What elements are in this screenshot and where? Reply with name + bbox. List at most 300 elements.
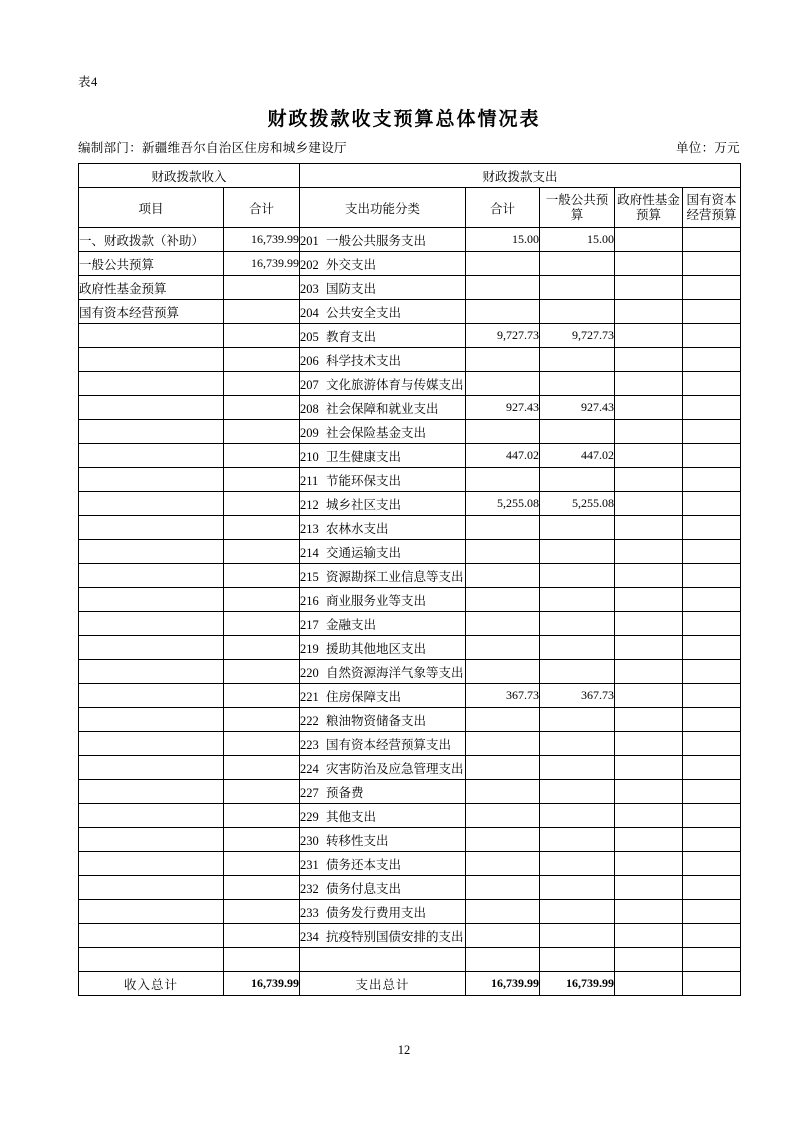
expense-general-public-budget [540, 900, 615, 924]
table-row [79, 660, 741, 684]
income-row-amount-empty [224, 948, 300, 972]
expense-function-cell [300, 684, 466, 708]
expense-function-cell [300, 636, 466, 660]
expense-state-capital-budget [683, 732, 741, 756]
expense-function-cell [300, 252, 466, 276]
expense-function-cell [300, 948, 466, 972]
expense-function-code: 211 [300, 473, 319, 488]
expense-state-capital-budget [683, 588, 741, 612]
expense-function-name: 抗疫特别国债安排的支出 [326, 929, 464, 944]
expense-total: 367.73 [466, 684, 540, 708]
income-row-label-empty [79, 828, 224, 852]
expense-function-code: 224 [300, 761, 319, 776]
table-row [79, 876, 741, 900]
expense-general-public-budget [540, 516, 615, 540]
expense-total: 447.02 [466, 444, 540, 468]
expense-function-cell [300, 732, 466, 756]
table-row [79, 540, 741, 564]
expense-function-code: 231 [300, 857, 319, 872]
expense-gov-fund-budget [615, 588, 683, 612]
expense-gov-fund-budget [615, 612, 683, 636]
table-row [79, 780, 741, 804]
expense-total [466, 636, 540, 660]
expense-function-cell [300, 276, 466, 300]
expense-gov-fund-budget [615, 564, 683, 588]
expense-total [466, 348, 540, 372]
income-row-label-empty [79, 588, 224, 612]
expense-total [466, 300, 540, 324]
expense-function-name: 金融支出 [326, 617, 377, 632]
expense-gov-fund-budget [615, 228, 683, 252]
table-row [79, 492, 741, 516]
expense-function-code: 206 [300, 353, 319, 368]
expense-function-code: 210 [300, 449, 319, 464]
page-title: 财政拨款收支预算总体情况表 [267, 109, 541, 130]
expense-function-name: 债务发行费用支出 [326, 905, 427, 920]
table-row [79, 420, 741, 444]
expense-function-cell [300, 780, 466, 804]
income-row-label-empty [79, 492, 224, 516]
expense-general-public-budget: 927.43 [540, 396, 615, 420]
table-row [79, 276, 741, 300]
expense-gov-fund-budget [615, 348, 683, 372]
income-row-label-empty [79, 660, 224, 684]
expense-state-capital-budget [683, 876, 741, 900]
expense-function-name: 公共安全支出 [326, 305, 402, 320]
expense-function-name: 国有资本经营预算支出 [326, 737, 452, 752]
table-row [79, 228, 741, 252]
expense-general-public-budget [540, 924, 615, 948]
expense-total: 15.00 [466, 228, 540, 252]
expense-general-public-budget [540, 852, 615, 876]
expense-general-public-budget [540, 636, 615, 660]
expense-function-name: 商业服务业等支出 [326, 593, 427, 608]
expense-function-cell [300, 852, 466, 876]
expense-function-cell [300, 876, 466, 900]
expense-general-public-budget [540, 876, 615, 900]
col-header-function-class: 支出功能分类 [300, 188, 466, 228]
expense-state-capital-budget [683, 372, 741, 396]
budget-table [78, 163, 741, 996]
table-row [79, 636, 741, 660]
group-header-income: 财政拨款收入 [79, 164, 300, 188]
table-row [79, 324, 741, 348]
income-row-label-empty [79, 804, 224, 828]
expense-total: 9,727.73 [466, 324, 540, 348]
income-row-label-empty [79, 684, 224, 708]
expense-general-public-budget [540, 804, 615, 828]
income-row-label-empty [79, 372, 224, 396]
income-row-amount-empty [224, 900, 300, 924]
expense-function-name: 其他支出 [326, 809, 377, 824]
expense-total [466, 372, 540, 396]
expense-gov-fund-budget [615, 396, 683, 420]
income-row-amount-empty [224, 924, 300, 948]
income-row-amount-empty [224, 588, 300, 612]
expense-state-capital-budget [683, 492, 741, 516]
income-row-amount-empty [224, 348, 300, 372]
expense-function-name: 灾害防治及应急管理支出 [326, 761, 464, 776]
expense-total [466, 804, 540, 828]
expense-function-cell [300, 324, 466, 348]
expense-general-public-budget [540, 420, 615, 444]
expense-general-public-budget [540, 252, 615, 276]
expense-state-capital-budget [683, 612, 741, 636]
expense-general-public-budget [540, 348, 615, 372]
table-row [79, 516, 741, 540]
expense-general-public-budget [540, 276, 615, 300]
expense-function-name: 住房保障支出 [326, 689, 402, 704]
income-row-label-empty [79, 756, 224, 780]
expense-general-public-budget [540, 780, 615, 804]
expense-function-cell [300, 612, 466, 636]
expense-function-code: 208 [300, 401, 319, 416]
income-row-amount-empty [224, 828, 300, 852]
income-row-amount-empty [224, 660, 300, 684]
expense-function-code: 205 [300, 329, 319, 344]
expense-function-cell [300, 300, 466, 324]
income-row-label-empty [79, 540, 224, 564]
expense-function-code: 232 [300, 881, 319, 896]
table-row [79, 468, 741, 492]
expense-gov-fund-budget [615, 252, 683, 276]
expense-state-capital-budget [683, 396, 741, 420]
expense-general-public-budget: 447.02 [540, 444, 615, 468]
expense-gov-fund-budget [615, 276, 683, 300]
expense-function-name: 社会保险基金支出 [326, 425, 427, 440]
expense-state-capital-budget [683, 900, 741, 924]
expense-function-cell [300, 348, 466, 372]
expense-gov-fund-budget [615, 324, 683, 348]
expense-state-capital-budget [683, 228, 741, 252]
income-row-label: 一般公共预算 [79, 252, 224, 276]
col-header-state-capital-budget: 国有资本经营预算 [683, 188, 741, 228]
expense-function-code: 227 [300, 785, 319, 800]
total-expense-amount: 16,739.99 [466, 972, 540, 996]
unit-label: 单位：万元 [675, 141, 740, 155]
expense-function-code: 216 [300, 593, 319, 608]
income-row-label-empty [79, 780, 224, 804]
expense-function-cell [300, 396, 466, 420]
expense-state-capital-budget [683, 780, 741, 804]
expense-general-public-budget [540, 468, 615, 492]
expense-total [466, 876, 540, 900]
expense-function-cell [300, 588, 466, 612]
expense-total [466, 708, 540, 732]
expense-general-public-budget [540, 660, 615, 684]
expense-state-capital-budget [683, 924, 741, 948]
income-row-amount-empty [224, 324, 300, 348]
income-row-label-empty [79, 900, 224, 924]
expense-function-code: 223 [300, 737, 319, 752]
table-row [79, 828, 741, 852]
expense-function-code: 229 [300, 809, 319, 824]
expense-total: 927.43 [466, 396, 540, 420]
col-header-income-total: 合计 [224, 188, 300, 228]
income-row-amount-empty [224, 516, 300, 540]
col-header-general-public-budget: 一般公共预算 [540, 188, 615, 228]
expense-general-public-budget: 5,255.08 [540, 492, 615, 516]
income-row-amount: 16,739.99 [224, 228, 300, 252]
table-row [79, 444, 741, 468]
expense-total [466, 588, 540, 612]
expense-function-cell [300, 924, 466, 948]
table-row [79, 684, 741, 708]
income-row-amount-empty [224, 708, 300, 732]
expense-gov-fund-budget [615, 420, 683, 444]
expense-gov-fund-budget [615, 516, 683, 540]
income-row-amount-empty [224, 804, 300, 828]
income-row-amount-empty [224, 852, 300, 876]
income-row-label-empty [79, 468, 224, 492]
expense-function-name: 外交支出 [326, 257, 377, 272]
table-row [79, 300, 741, 324]
expense-general-public-budget: 9,727.73 [540, 324, 615, 348]
expense-gov-fund-budget [615, 660, 683, 684]
income-row-label-empty [79, 420, 224, 444]
expense-function-cell [300, 492, 466, 516]
expense-state-capital-budget [683, 324, 741, 348]
expense-general-public-budget [540, 828, 615, 852]
expense-function-code: 217 [300, 617, 319, 632]
expense-function-cell [300, 708, 466, 732]
expense-function-name: 粮油物资储备支出 [326, 713, 427, 728]
income-row-amount-empty [224, 372, 300, 396]
income-row-label-empty [79, 564, 224, 588]
expense-state-capital-budget [683, 300, 741, 324]
expense-function-code: 202 [300, 257, 319, 272]
expense-function-name: 援助其他地区支出 [326, 641, 427, 656]
expense-state-capital-budget [683, 564, 741, 588]
income-row-label-empty [79, 396, 224, 420]
expense-gov-fund-budget [615, 444, 683, 468]
expense-gov-fund-budget [615, 780, 683, 804]
income-row-amount-empty [224, 492, 300, 516]
expense-function-code: 213 [300, 521, 319, 536]
table-column-header-row [79, 188, 741, 228]
col-header-item: 项目 [79, 188, 224, 228]
expense-function-code: 234 [300, 929, 319, 944]
total-gov-fund-budget [615, 972, 683, 996]
table-row [79, 372, 741, 396]
expense-function-code: 219 [300, 641, 319, 656]
expense-function-name: 城乡社区支出 [326, 497, 402, 512]
income-row-label: 一、财政拨款（补助） [79, 228, 224, 252]
income-row-label-empty [79, 612, 224, 636]
expense-general-public-budget [540, 372, 615, 396]
expense-function-code: 209 [300, 425, 319, 440]
expense-function-cell [300, 420, 466, 444]
expense-total [466, 516, 540, 540]
expense-gov-fund-budget [615, 636, 683, 660]
income-row-label-empty [79, 636, 224, 660]
expense-general-public-budget [540, 564, 615, 588]
income-row-amount-empty [224, 444, 300, 468]
expense-gov-fund-budget [615, 492, 683, 516]
expense-function-name: 文化旅游体育与传媒支出 [326, 377, 464, 392]
expense-total [466, 756, 540, 780]
total-state-capital-budget [683, 972, 741, 996]
expense-state-capital-budget [683, 444, 741, 468]
expense-state-capital-budget [683, 420, 741, 444]
expense-general-public-budget: 15.00 [540, 228, 615, 252]
table-row [79, 732, 741, 756]
expense-function-cell [300, 660, 466, 684]
expense-state-capital-budget [683, 804, 741, 828]
expense-general-public-budget [540, 540, 615, 564]
expense-function-name: 教育支出 [326, 329, 377, 344]
expense-gov-fund-budget [615, 540, 683, 564]
expense-function-cell [300, 468, 466, 492]
expense-function-name: 一般公共服务支出 [326, 233, 427, 248]
expense-function-cell [300, 564, 466, 588]
expense-general-public-budget [540, 588, 615, 612]
expense-function-name: 节能环保支出 [326, 473, 402, 488]
expense-function-code: 222 [300, 713, 319, 728]
expense-gov-fund-budget [615, 924, 683, 948]
expense-gov-fund-budget [615, 708, 683, 732]
expense-function-code: 230 [300, 833, 319, 848]
table-row [79, 948, 741, 972]
income-row-amount-empty [224, 756, 300, 780]
income-row-label-empty [79, 324, 224, 348]
expense-function-name: 债务还本支出 [326, 857, 402, 872]
expense-state-capital-budget [683, 660, 741, 684]
income-row-amount-empty [224, 396, 300, 420]
expense-total [466, 732, 540, 756]
expense-function-name: 自然资源海洋气象等支出 [326, 665, 464, 680]
expense-function-code: 212 [300, 497, 319, 512]
expense-total [466, 900, 540, 924]
table-row [79, 852, 741, 876]
expense-function-code: 220 [300, 665, 319, 680]
expense-function-cell [300, 228, 466, 252]
expense-function-code: 203 [300, 281, 319, 296]
expense-general-public-budget [540, 300, 615, 324]
expense-state-capital-budget [683, 468, 741, 492]
expense-function-cell [300, 444, 466, 468]
expense-function-name: 国防支出 [326, 281, 377, 296]
expense-function-cell [300, 540, 466, 564]
expense-total [466, 852, 540, 876]
expense-total [466, 564, 540, 588]
expense-state-capital-budget [683, 540, 741, 564]
expense-gov-fund-budget [615, 372, 683, 396]
expense-general-public-budget [540, 612, 615, 636]
income-row-amount: 16,739.99 [224, 252, 300, 276]
expense-gov-fund-budget [615, 900, 683, 924]
table-total-row [79, 972, 741, 996]
income-row-amount-empty [224, 612, 300, 636]
total-income-amount: 16,739.99 [224, 972, 300, 996]
income-row-amount-empty [224, 420, 300, 444]
table-row [79, 708, 741, 732]
income-row-label-empty [79, 852, 224, 876]
expense-total [466, 540, 540, 564]
col-header-gov-fund-budget: 政府性基金预算 [615, 188, 683, 228]
expense-total [466, 612, 540, 636]
table-row [79, 804, 741, 828]
table-row [79, 588, 741, 612]
expense-total [466, 660, 540, 684]
expense-function-name: 交通运输支出 [326, 545, 402, 560]
table-row [79, 564, 741, 588]
expense-general-public-budget [540, 756, 615, 780]
expense-state-capital-budget [683, 684, 741, 708]
expense-state-capital-budget [683, 756, 741, 780]
expense-gov-fund-budget [615, 804, 683, 828]
income-row-label: 政府性基金预算 [79, 276, 224, 300]
group-header-expense: 财政拨款支出 [300, 164, 741, 188]
expense-gov-fund-budget [615, 732, 683, 756]
expense-gov-fund-budget [615, 828, 683, 852]
expense-total [466, 948, 540, 972]
income-row-amount [224, 300, 300, 324]
expense-function-name: 社会保障和就业支出 [326, 401, 439, 416]
expense-state-capital-budget [683, 828, 741, 852]
expense-gov-fund-budget [615, 876, 683, 900]
income-row-label-empty [79, 948, 224, 972]
table-row [79, 900, 741, 924]
expense-function-name: 农林水支出 [326, 521, 389, 536]
table-row [79, 252, 741, 276]
expense-function-name: 债务付息支出 [326, 881, 402, 896]
expense-function-name: 预备费 [326, 785, 364, 800]
table-group-header-row [79, 164, 741, 188]
expense-function-cell [300, 516, 466, 540]
total-expense-label: 支出总计 [300, 972, 466, 996]
table-row [79, 756, 741, 780]
col-header-expense-total: 合计 [466, 188, 540, 228]
expense-function-code: 214 [300, 545, 319, 560]
expense-total [466, 924, 540, 948]
expense-total [466, 276, 540, 300]
income-row-label-empty [79, 924, 224, 948]
income-row-amount-empty [224, 636, 300, 660]
expense-function-name: 卫生健康支出 [326, 449, 402, 464]
expense-function-cell [300, 900, 466, 924]
expense-total [466, 468, 540, 492]
income-row-amount-empty [224, 876, 300, 900]
expense-function-code: 204 [300, 305, 319, 320]
meta-row [78, 138, 740, 156]
income-row-label-empty [79, 444, 224, 468]
expense-function-name: 科学技术支出 [326, 353, 402, 368]
expense-total: 5,255.08 [466, 492, 540, 516]
expense-function-cell [300, 756, 466, 780]
expense-function-code: 215 [300, 569, 319, 584]
income-row-amount-empty [224, 564, 300, 588]
expense-gov-fund-budget [615, 300, 683, 324]
expense-total [466, 780, 540, 804]
expense-state-capital-budget [683, 348, 741, 372]
expense-gov-fund-budget [615, 948, 683, 972]
income-row-amount-empty [224, 684, 300, 708]
table-row [79, 924, 741, 948]
income-row-label-empty [79, 708, 224, 732]
expense-state-capital-budget [683, 708, 741, 732]
expense-total [466, 828, 540, 852]
expense-function-code: 233 [300, 905, 319, 920]
total-general-public-budget: 16,739.99 [540, 972, 615, 996]
expense-general-public-budget [540, 708, 615, 732]
expense-function-name: 资源勘探工业信息等支出 [326, 569, 464, 584]
expense-gov-fund-budget [615, 468, 683, 492]
expense-general-public-budget [540, 732, 615, 756]
expense-function-cell [300, 804, 466, 828]
table-row [79, 348, 741, 372]
expense-function-name: 转移性支出 [326, 833, 389, 848]
